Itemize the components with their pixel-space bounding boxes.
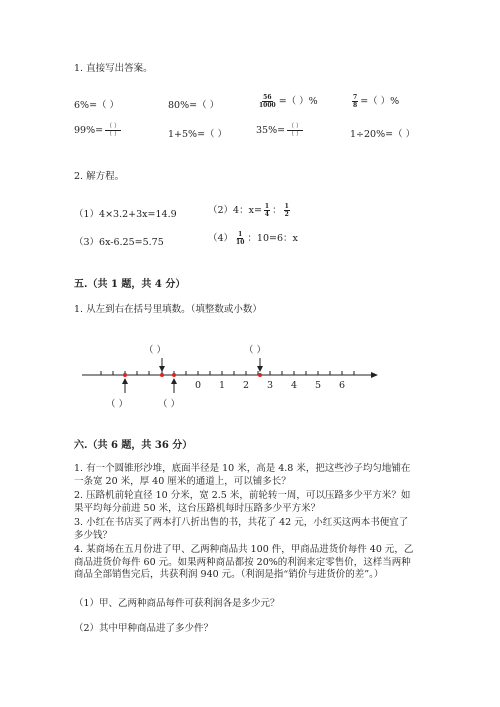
fraction-numerator: 1 (284, 203, 289, 210)
problem-4-line-1: 4. 某商场在五月份进了甲、乙两种商品共 100 件，甲商品进货价每件 40 元，乙 (74, 544, 414, 555)
tick-label-3: 3 (266, 380, 274, 391)
fraction-denominator: （ ） (106, 131, 120, 138)
blank-above-2: （ ） (244, 345, 267, 356)
tick-label-6: 6 (338, 380, 346, 391)
point-below-1 (123, 373, 127, 377)
tick-label-5: 5 (314, 380, 322, 391)
blank-below-1: （ ） (106, 399, 129, 410)
problem-3 (74, 517, 434, 542)
number-line-arrowhead (371, 372, 378, 378)
tick-label-0: 0 (194, 380, 202, 391)
point-below-2 (172, 373, 176, 377)
q1-item-80pct: 80%=（ ） (168, 100, 220, 111)
q1-item-1-div-20pct: 1÷20%=（ ） (350, 129, 416, 140)
sub-question-1: （1）甲、乙两种商品每件可获利润各是多少元？ (74, 598, 280, 609)
expression: 35%= (256, 125, 286, 136)
blank-below-2: （ ） (158, 399, 181, 410)
q1-title: 1. 直接写出答案。 (74, 63, 153, 74)
section-6-heading: 六.（共 6 题，共 36 分） (74, 440, 193, 451)
section-5-heading: 五.（共 1 题，共 4 分） (74, 279, 186, 290)
arrow-up-2-head (171, 378, 177, 384)
expression: （2）4：x= (208, 205, 262, 216)
answer-blank: =（ ）% (278, 96, 318, 107)
tick-label-2: 2 (242, 380, 250, 391)
tick-label-1: 1 (218, 380, 226, 391)
blank-above-1: （ ） (144, 345, 167, 356)
problem-2-line-2: 果平均每分前进 50 米，这台压路机每时压路多少平方米？ (74, 502, 321, 514)
tick-label-4: 4 (290, 380, 298, 391)
problem-4 (74, 544, 434, 582)
problem-4-line-3: 商品全部销售完后，共获利润 940 元。（利润是指“销价与进货价的差”。） (74, 569, 384, 580)
expression: 99%= (74, 125, 104, 136)
point-above-2 (258, 373, 262, 377)
problem-2-line-1: 2. 压路机前轮直径 10 分米，宽 2.5 米，前轮转一周，可以压路多少平方米？如 (74, 490, 411, 501)
fraction-numerator: 1 (238, 231, 243, 238)
q2-title: 2. 解方程。 (74, 171, 125, 182)
q1-item-1-plus-5pct: 1+5%=（ ） (168, 129, 228, 140)
fraction-denominator: 4 (264, 211, 270, 218)
sub-question-2: （2）其中甲种商品进了多少件？ (74, 623, 214, 634)
equation-1: （1）4×3.2+3x=14.9 (74, 209, 177, 220)
problem-3-line-2: 多少钱？ (74, 529, 113, 541)
problem-3-line-1: 3. 小红在书店买了两本打八折出售的书，共花了 42 元，小红买这两本书便宜了 (74, 517, 409, 528)
problem-4-line-2: 商品进货价每件 60 元。如果两种商品都按 20%的利润来定零售价，这样当两种 (74, 556, 411, 568)
problem-1 (74, 463, 434, 488)
equation-3: （3）6x-6.25=5.75 (74, 237, 164, 248)
fraction-denominator: 8 (353, 102, 358, 109)
fraction-numerator: （ ） (106, 123, 120, 130)
fraction-denominator: （ ） (288, 131, 302, 138)
point-above-1 (160, 373, 164, 377)
expression: （4） (208, 233, 234, 244)
problem-1-line-2: 一条宽 20 米，厚 40 厘米的通道上，可以铺多长？ (74, 475, 291, 487)
problem-1-line-1: 1. 有一个圆锥形沙堆，底面半径是 10 米，高是 4.8 米，把这些沙子均匀地铺在 (74, 463, 411, 474)
problem-2 (74, 490, 434, 515)
q1-item-6pct: 6%=（ ） (74, 100, 120, 111)
fraction-denominator: 2 (284, 211, 289, 218)
fraction-numerator: 56 (263, 94, 272, 101)
number-line-ticks (101, 371, 354, 375)
fraction-denominator: 10 (236, 239, 245, 246)
fraction-numerator: 1 (264, 203, 270, 210)
arrow-down-1-head (159, 366, 165, 372)
arrow-up-1-head (122, 378, 128, 384)
section-5-question: 1. 从左到右在括号里填数。（填整数或小数） (74, 304, 262, 315)
ratio-separator: ： (272, 205, 282, 216)
answer-blank: =（ ）% (360, 96, 400, 107)
fraction-numerator: （ ） (288, 123, 302, 130)
fraction-denominator: 1000 (259, 102, 276, 109)
expression: ：10=6：x (247, 233, 298, 244)
fraction-numerator: 7 (353, 94, 358, 101)
